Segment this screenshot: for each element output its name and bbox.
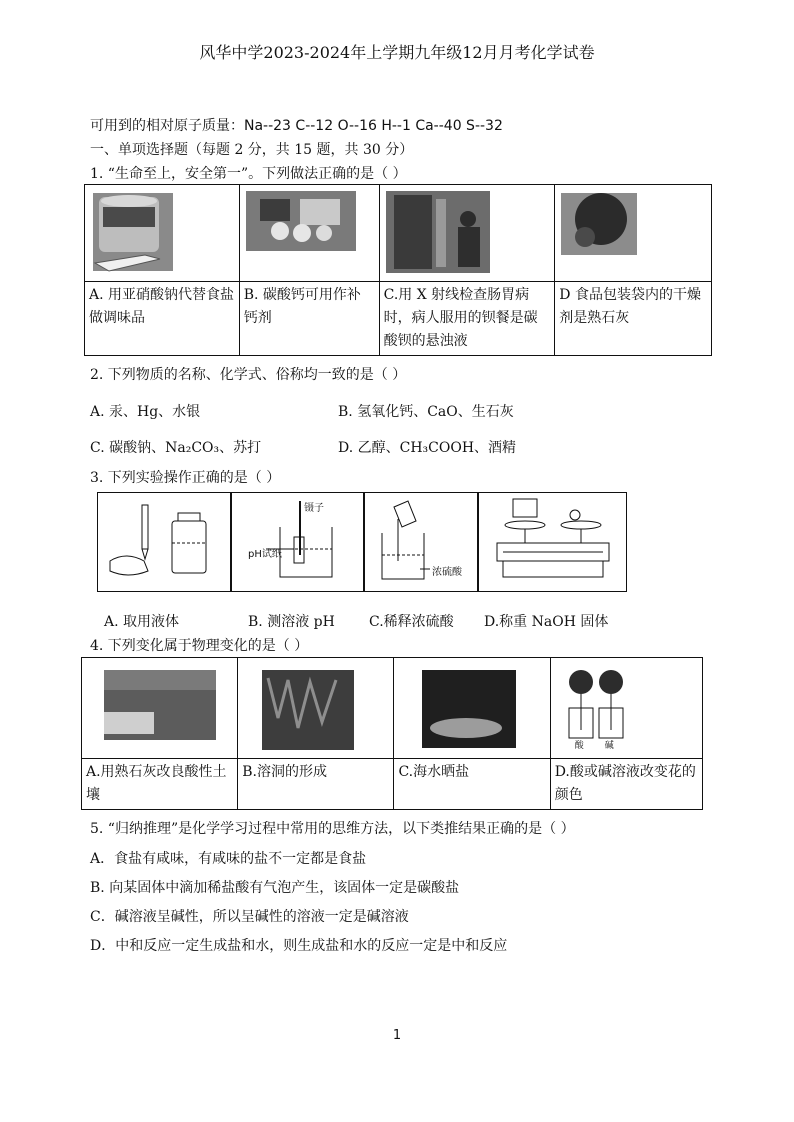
calcium-tablets-photo bbox=[240, 185, 380, 281]
q5-option-c: C．碱溶液呈碱性，所以呈碱性的溶液一定是碱溶液 bbox=[90, 909, 409, 925]
q1-option-a: A. 用亚硝酸钠代替食盐做调味品 bbox=[85, 282, 240, 356]
page-title: 风华中学2023-2024年上学期九年级12月月考化学试卷 bbox=[199, 43, 595, 62]
q4-option-d: D.酸或碱溶液改变花的颜色 bbox=[550, 759, 702, 810]
section-heading: 一、单项选择题（每题 2 分，共 15 题，共 30 分） bbox=[90, 142, 414, 158]
q1-table bbox=[84, 184, 712, 356]
q5-option-b: B. 向某固体中滴加稀盐酸有气泡产生，该固体一定是碳酸盐 bbox=[90, 880, 460, 896]
q1-option-c: C.用 X 射线检查肠胃病时，病人服用的钡餐是碳酸钡的悬浊液 bbox=[379, 282, 555, 356]
q1-image-b bbox=[239, 185, 379, 282]
q2-option-b: B. 氢氧化钙、CaO、生石灰 bbox=[338, 404, 514, 420]
q3-option-d: D.称重 NaOH 固体 bbox=[484, 614, 609, 630]
q4-image-d bbox=[550, 658, 702, 759]
conc-acid-label: 浓硫酸 bbox=[432, 567, 462, 578]
q2-stem: 2. 下列物质的名称、化学式、俗称均一致的是（ ） bbox=[90, 367, 407, 383]
q1-image-d bbox=[555, 185, 712, 282]
q4-option-b: B.溶洞的形成 bbox=[238, 759, 394, 810]
q2-option-a: A. 汞、Hg、水银 bbox=[90, 404, 201, 420]
q4-option-a: A.用熟石灰改良酸性土壤 bbox=[82, 759, 238, 810]
q1-stem: 1. “生命至上，安全第一”。下列做法正确的是（ ） bbox=[90, 166, 407, 182]
q2-option-c: C. 碳酸钠、Na₂CO₃、苏打 bbox=[90, 440, 262, 456]
q3-option-a: A. 取用液体 bbox=[104, 614, 180, 630]
xray-exam-photo bbox=[380, 185, 556, 281]
desiccant-photo bbox=[555, 185, 712, 281]
q4-option-c: C.海水晒盐 bbox=[394, 759, 550, 810]
flower-color-illustration bbox=[551, 658, 703, 758]
q1-image-a bbox=[85, 185, 240, 282]
q5-stem: 5. “归纳推理”是化学学习过程中常用的思维方法，以下类推结果正确的是（ ） bbox=[90, 821, 575, 837]
dropper-illustration bbox=[104, 499, 224, 585]
q5-option-a: A．食盐有咸味，有咸味的盐不一定都是食盐 bbox=[90, 851, 367, 867]
soil-photo bbox=[82, 658, 238, 758]
q1-image-c bbox=[379, 185, 555, 282]
ph-paper-label: pH试纸 bbox=[248, 549, 282, 560]
atomic-masses: 可用到的相对原子质量：Na--23 C--12 O--16 H--1 Ca--40 S--32 bbox=[90, 118, 503, 134]
base-label: 碱 bbox=[604, 741, 614, 751]
q3-option-c: C.稀释浓硫酸 bbox=[369, 614, 454, 630]
cave-photo bbox=[238, 658, 394, 758]
balance-illustration bbox=[483, 497, 621, 587]
q4-image-a bbox=[82, 658, 238, 759]
q3-stem: 3. 下列实验操作正确的是（ ） bbox=[90, 470, 281, 486]
salt-can-photo bbox=[85, 185, 240, 281]
q3-option-b: B. 测溶液 pH bbox=[248, 614, 335, 630]
q2-option-d: D. 乙醇、CH₃COOH、酒精 bbox=[338, 440, 517, 456]
ph-test-illustration bbox=[236, 497, 360, 587]
sea-salt-photo bbox=[394, 658, 550, 758]
acid-label: 酸 bbox=[574, 741, 584, 751]
q3-figure-strip bbox=[97, 492, 627, 592]
q5-option-d: D．中和反应一定生成盐和水，则生成盐和水的反应一定是中和反应 bbox=[90, 938, 508, 954]
q4-image-b bbox=[238, 658, 394, 759]
q1-option-b: B. 碳酸钙可用作补钙剂 bbox=[239, 282, 379, 356]
q1-option-d: D 食品包装袋内的干燥剂是熟石灰 bbox=[555, 282, 712, 356]
page-number: 1 bbox=[392, 1028, 402, 1043]
q4-table bbox=[81, 657, 703, 810]
tweezers-label: 镊子 bbox=[304, 503, 324, 514]
q4-image-c bbox=[394, 658, 550, 759]
q4-stem: 4. 下列变化属于物理变化的是（ ） bbox=[90, 638, 309, 654]
